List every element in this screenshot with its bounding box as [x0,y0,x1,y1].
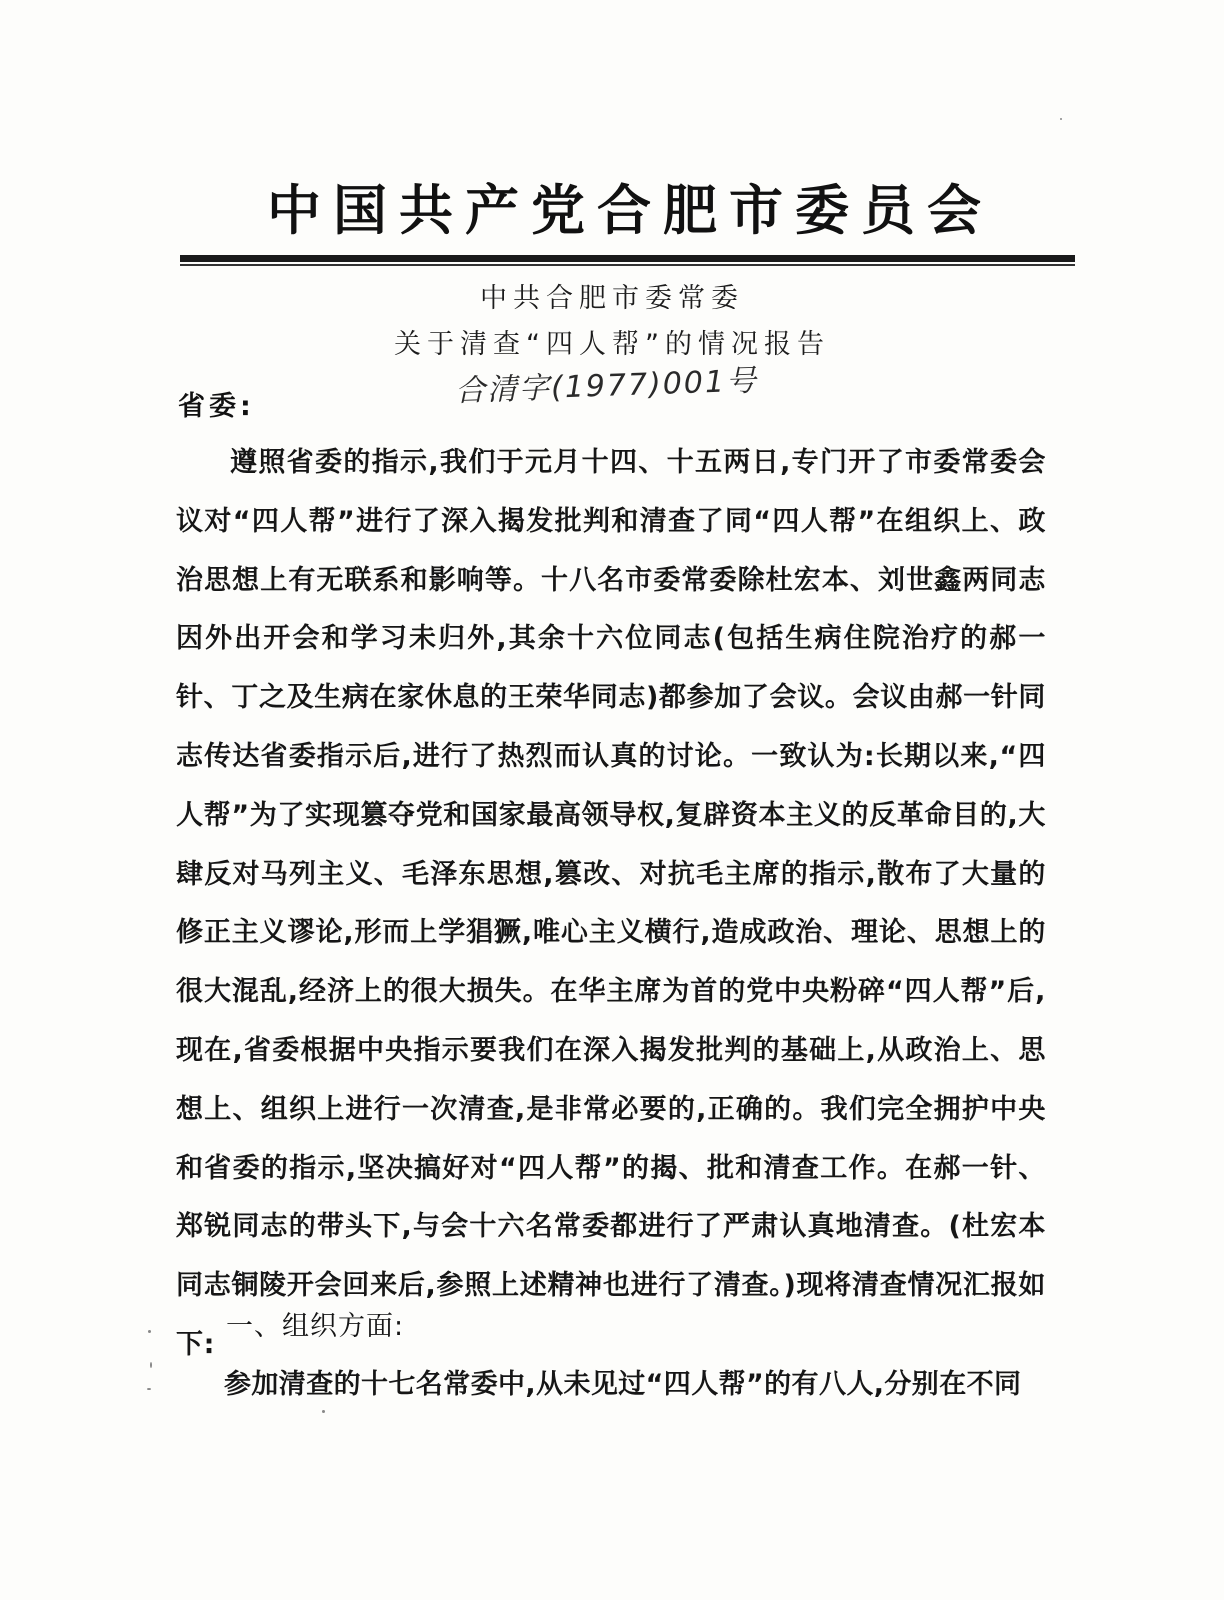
report-subtitle-line2: 关于清查“四人帮”的情况报告 [394,329,830,360]
scan-speck [322,1410,325,1413]
masthead-rule-thick [180,255,1075,262]
section-heading-organization: 一、组织方面: [226,1311,405,1342]
scan-speck [148,1330,151,1333]
body-paragraph-2: 参加清查的十七名常委中,从未见过“四人帮”的有八人,分别在不同 [224,1369,1022,1400]
scan-speck [147,1388,151,1390]
salutation: 省委: [178,391,255,422]
handwritten-document-number: 合清字(1977)001号 [454,363,759,409]
masthead-title: 中国共产党合肥市委员会 [267,179,993,242]
scan-speck [1060,118,1062,120]
masthead-rule-thin [180,264,1075,266]
report-subtitle-line1: 中共合肥市委常委 [480,283,744,314]
body-paragraph-1: 遵照省委的指示,我们于元月十四、十五两日,专门开了市委常委会议对“四人帮”进行了深入揭发批判和清查了同“四人帮”在组织上、政治思想上有无联系和影响等。十八名市委常委除杜宏本、刘世鑫两同志因外出开会和学习未归外,其余十六位同志(包括生病住院治疗的郝一针、丁之及生病在家休息的王荣华同志)都参加了会议。会议由郝一针同志传达省委指示后,进行了热烈而认真的讨论。一致认为:长期以来,“四人帮”为了实现篡夺党和国家最高领导权,复辟资本主义的反革命目的,大肆反对马列主义、毛泽东思想,篡改、对抗毛主席的指示,散布了大量的修正主义谬论,形而上学猖獗,唯心主义横行,造成政治、理论、思想上的很大混乱,经济上的很大损失。在华主席为首的党中央粉碎“四人帮”后,现在,省委根据中央指示要我们在深入揭发批判的基础上,从政治上、思想上、组织上进行一次清查,是非常必要的,正确的。我们完全拥护中央和省委的指示,坚决搞好对“四人帮”的揭、批和清查工作。在郝一针、郑锐同志的带头下,与会十六名常委都进行了严肃认真地清查。(杜宏本同志铜陵开会回来后,参照上述精神也进行了清查。)现将清查情况汇报如下: [176,447,1046,1360]
scan-speck [150,1362,152,1368]
